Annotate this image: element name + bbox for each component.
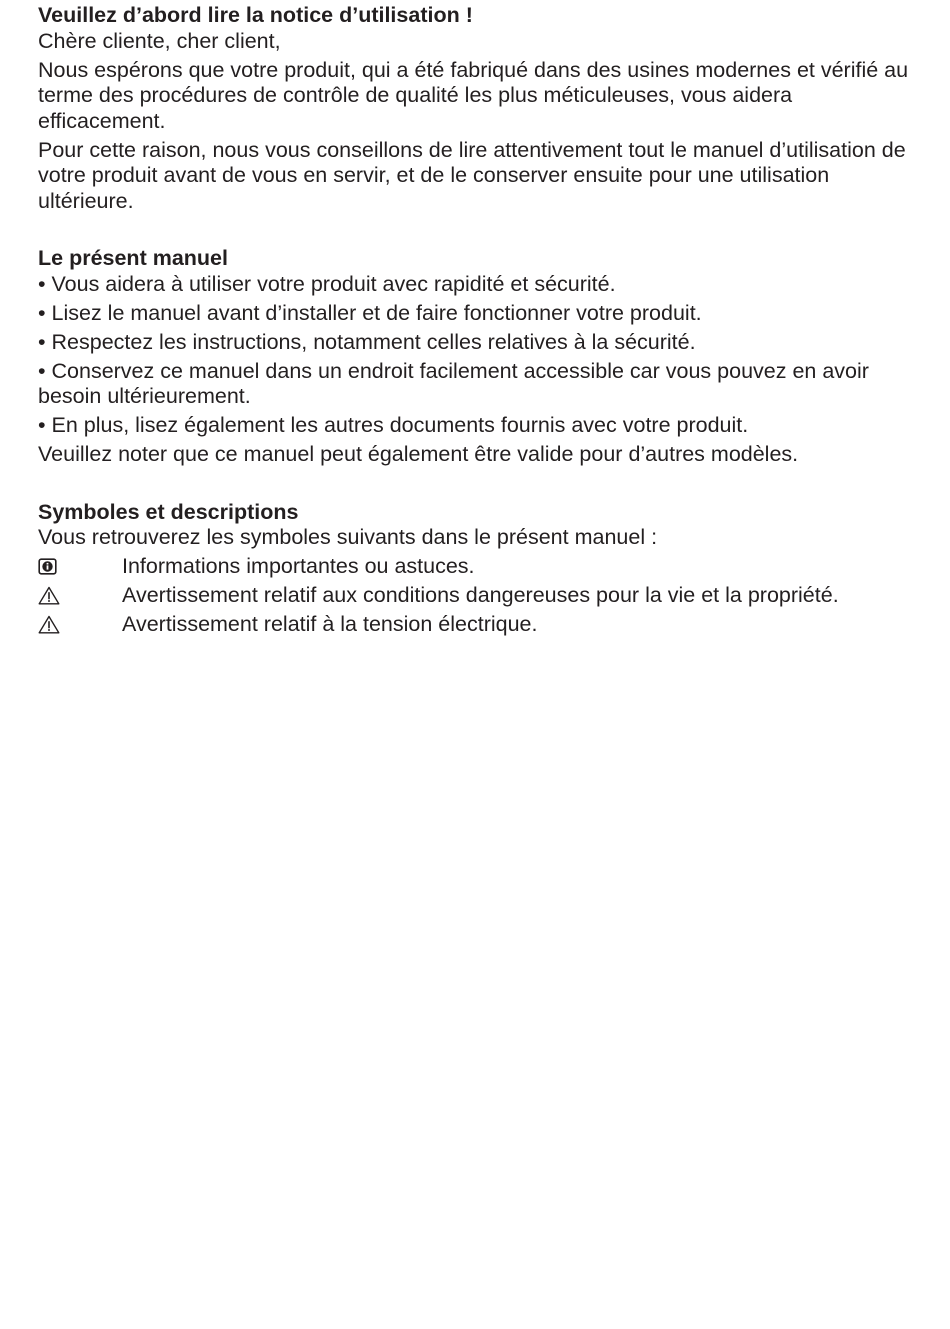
- symbol-row: [38, 554, 912, 580]
- warning-triangle-icon: [38, 612, 122, 638]
- manual-note: Veuillez noter que ce manuel peut également être valide pour d’autres modèles.: [38, 442, 799, 466]
- greeting: Chère cliente, cher client,: [38, 28, 281, 53]
- intro-paragraph-2: Pour cette raison, nous vous conseillons de lire attentivement tout le manuel d’utilisation de votre produit avant de vous en servir, et de le conserver ensuite pour une utilisation ultérieure.: [38, 137, 906, 213]
- intro-title: Veuillez d’abord lire la notice d’utilisation !: [38, 3, 473, 27]
- intro-paragraph-1: Nous espérons que votre produit, qui a été fabriqué dans des usines modernes et vérifié au terme des procédures de contrôle de qualité les plus méticuleuses, vous aidera efficacement.: [38, 57, 909, 133]
- symbol-description: Informations importantes ou astuces.: [122, 554, 475, 578]
- symbol-row: [38, 583, 912, 609]
- manual-page: [0, 0, 950, 638]
- list-item: • Conservez ce manuel dans un endroit facilement accessible car vous pouvez en avoir besoin ultérieurement.: [38, 358, 869, 408]
- info-icon: [38, 554, 122, 580]
- intro-section: [38, 3, 912, 214]
- symbol-description: Avertissement relatif aux conditions dangereuses pour la vie et la propriété.: [122, 583, 839, 607]
- list-item: • Lisez le manuel avant d’installer et de faire fonctionner votre produit.: [38, 300, 702, 325]
- symbol-description: Avertissement relatif à la tension électrique.: [122, 612, 538, 636]
- warning-triangle-icon: [38, 583, 122, 609]
- symbols-title: Symboles et descriptions: [38, 499, 299, 524]
- symbols-list: [38, 554, 912, 638]
- list-item: • Respectez les instructions, notamment celles relatives à la sécurité.: [38, 329, 696, 354]
- manual-title: Le présent manuel: [38, 246, 228, 270]
- symbol-row: [38, 612, 912, 638]
- manual-bullet-list: [38, 272, 912, 439]
- symbols-intro: Vous retrouverez les symboles suivants dans le présent manuel :: [38, 525, 658, 549]
- list-item: • Vous aidera à utiliser votre produit avec rapidité et sécurité.: [38, 271, 616, 296]
- manual-section: [38, 246, 912, 468]
- list-item: • En plus, lisez également les autres documents fournis avec votre produit.: [38, 413, 749, 437]
- symbols-section: [38, 500, 912, 638]
